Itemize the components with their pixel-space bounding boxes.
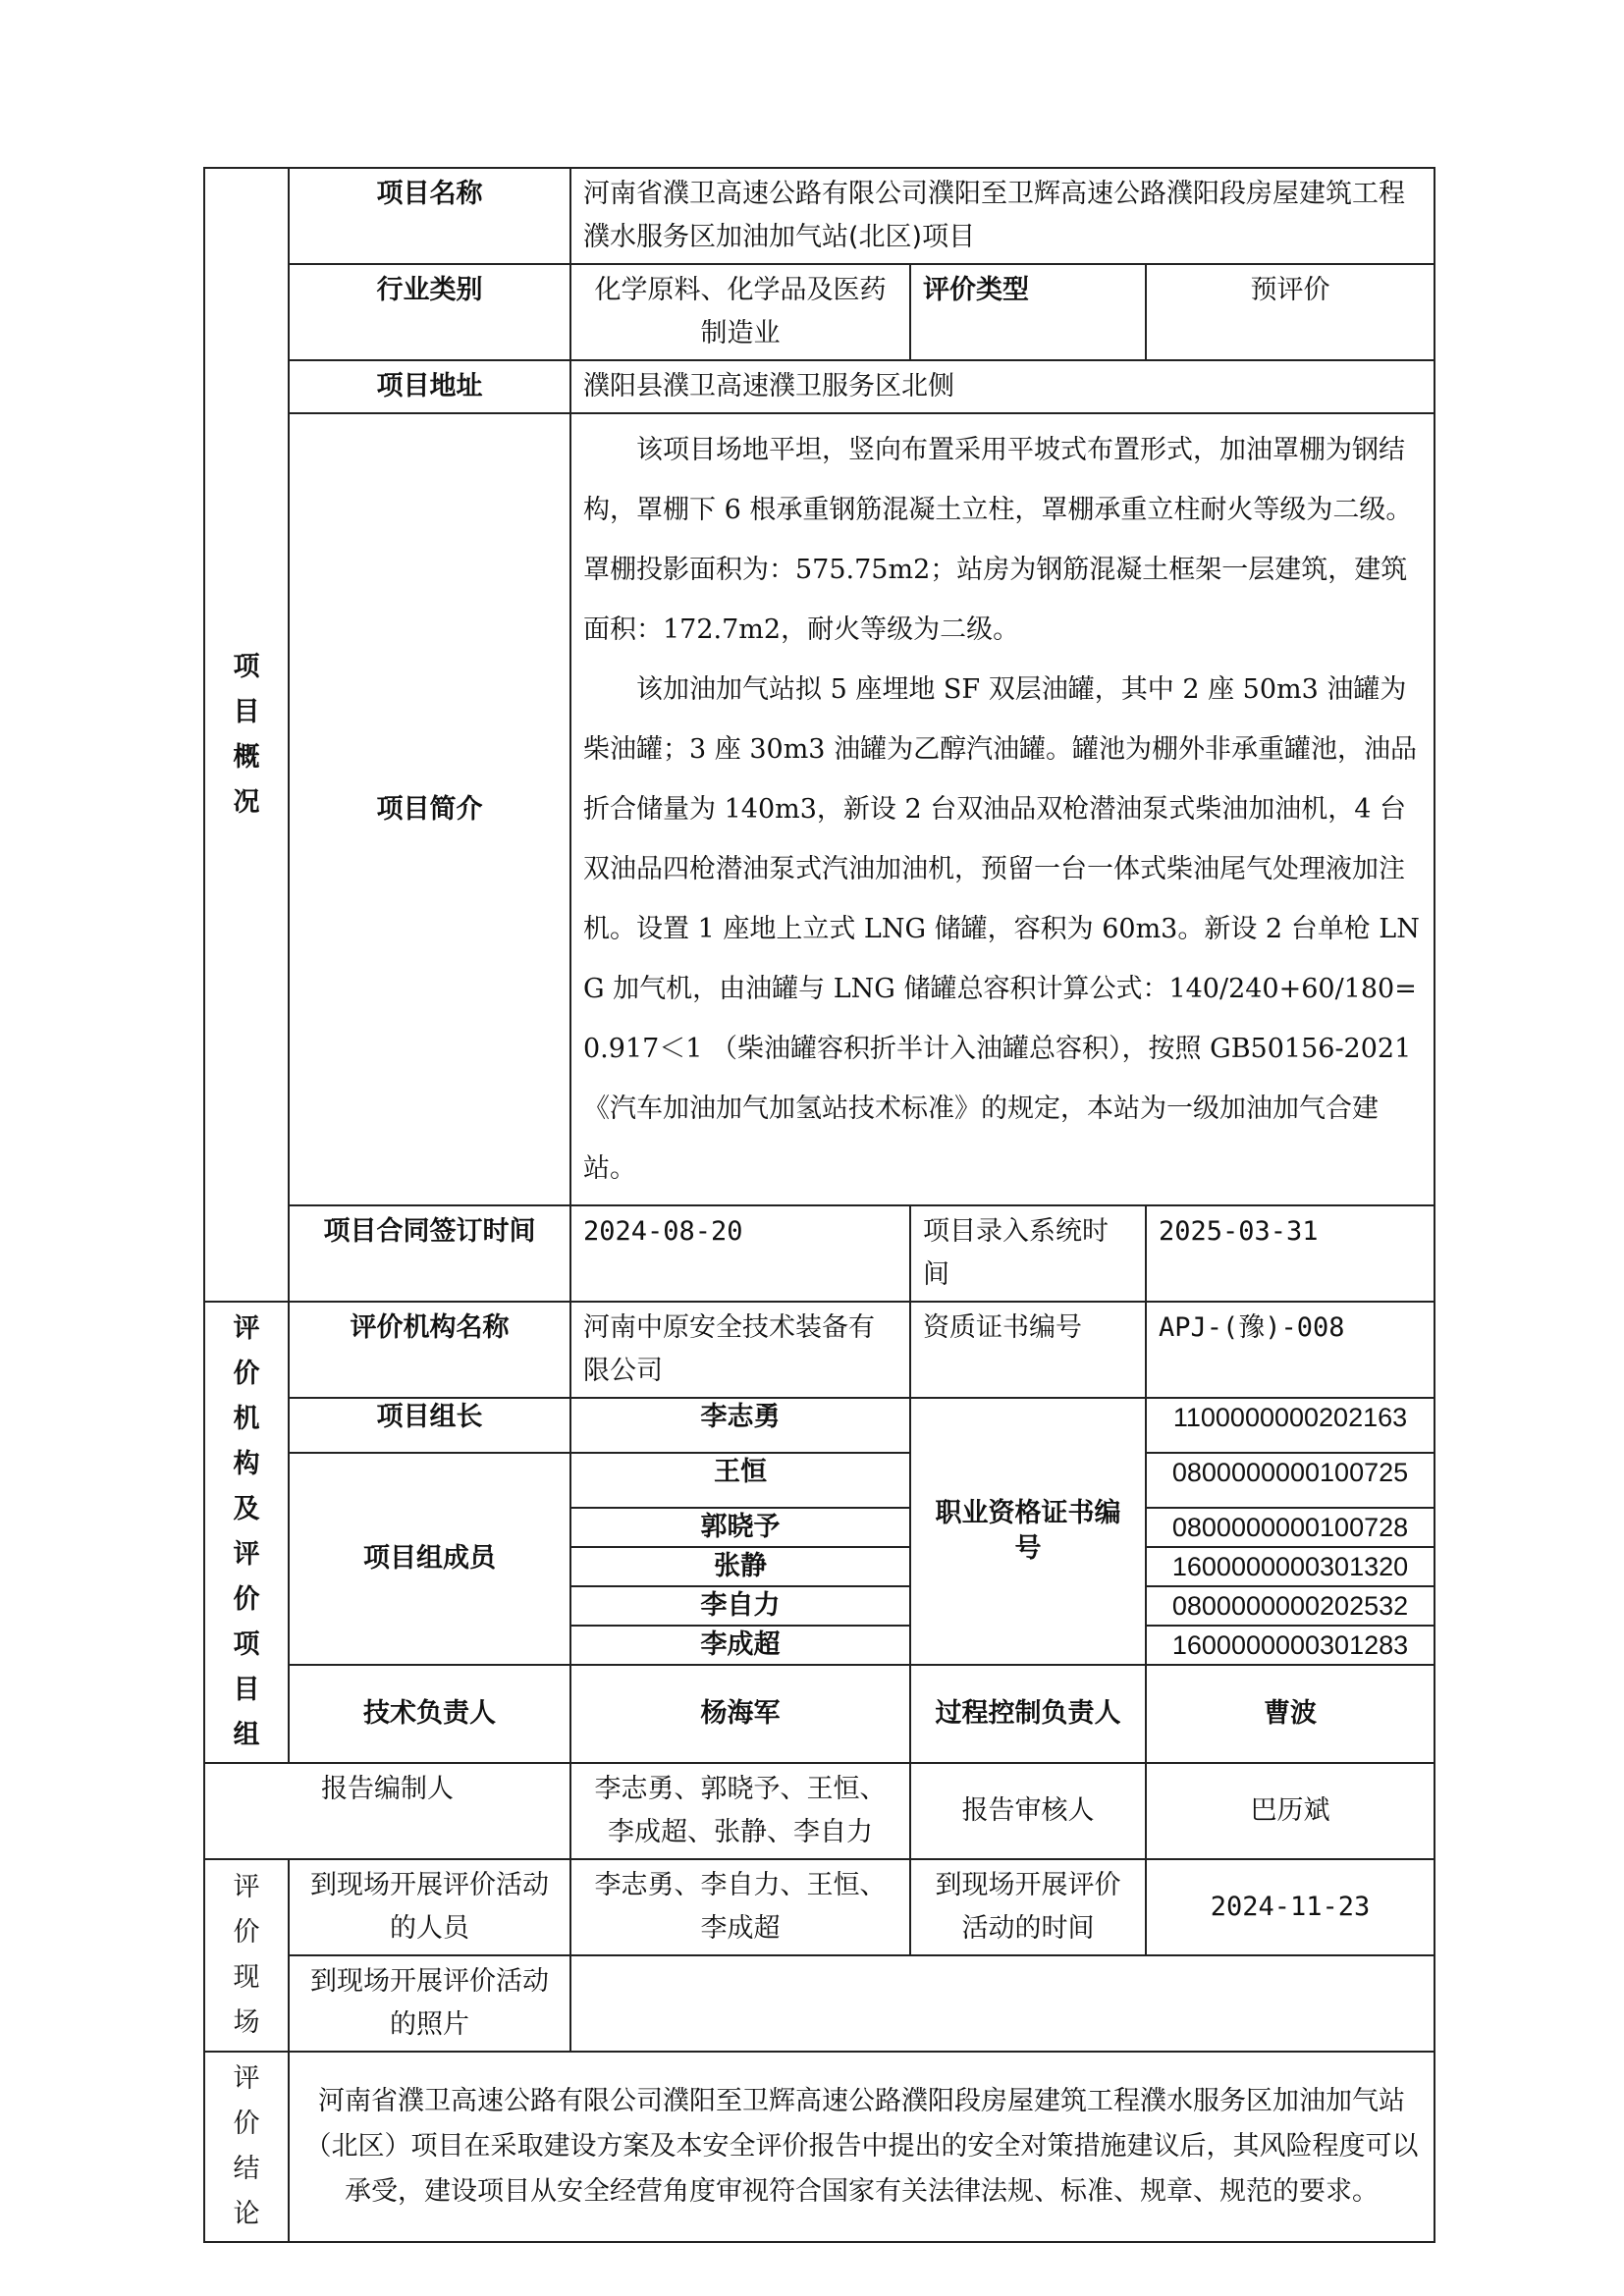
member-cert: 1600000000301283 <box>1146 1626 1435 1665</box>
reviewer-label: 报告审核人 <box>910 1763 1146 1859</box>
leader-cert: 1100000000202163 <box>1146 1398 1435 1453</box>
row-report <box>204 1763 1435 1859</box>
member-name: 郭晓予 <box>570 1508 910 1547</box>
contract-date-label: 项目合同签订时间 <box>289 1205 570 1302</box>
member-name: 李成超 <box>570 1626 910 1665</box>
contract-date-value: 2024-08-20 <box>570 1205 910 1302</box>
row-industry <box>204 264 1435 360</box>
process-value: 曹波 <box>1146 1665 1435 1763</box>
site-people-value: 李志勇、李自力、王恒、李成超 <box>570 1859 910 1955</box>
project-name-label: 项目名称 <box>289 168 570 264</box>
row-leader <box>204 1398 1435 1453</box>
org-label: 评价机构名称 <box>289 1302 570 1398</box>
intro-value <box>570 413 1435 1205</box>
row-responsible <box>204 1665 1435 1763</box>
compiler-label: 报告编制人 <box>204 1763 570 1859</box>
row-site-people <box>204 1859 1435 1955</box>
member-row <box>204 1453 1435 1508</box>
leader-name: 李志勇 <box>570 1398 910 1453</box>
address-value: 濮阳县濮卫高速濮卫服务区北侧 <box>570 360 1435 413</box>
intro-label: 项目简介 <box>289 413 570 1205</box>
section-eval-site: 评 价 现 场 <box>204 1859 289 2052</box>
member-name: 王恒 <box>570 1453 910 1508</box>
row-conclusion <box>204 2052 1435 2242</box>
member-cert: 1600000000301320 <box>1146 1547 1435 1586</box>
section-project-overview: 项 目 概 况 <box>204 168 289 1302</box>
site-photos-value <box>570 1955 1435 2052</box>
address-label: 项目地址 <box>289 360 570 413</box>
row-intro <box>204 413 1435 1205</box>
intro-paragraph-2: 该加油加气站拟 5 座埋地 SF 双层油罐，其中 2 座 50m3 油罐为柴油罐；3 座 30m3 油罐为乙醇汽油罐。罐池为棚外非承重罐池，油品折合储量为 140m3，新设 2 台双油品双枪潜油泵式柴油加油机，4 台双油品四枪潜油泵式汽油加油机，预留一台一体式柴油尾气处理液加注机。设置 1 座地上立式 LNG 储罐，容积为 60m3。新设 2 台单枪 LNG 加气机，由油罐与 LNG 储罐总容积计算公式：140/240+60/180=0.917＜1 （柴油罐容积折半计入油罐总容积），按照 GB50156-2021《汽车加油加气加氢站技术标准》的规定，本站为一级加油加气合建站。 <box>583 674 1420 1184</box>
industry-value: 化学原料、化学品及医药制造业 <box>570 264 910 360</box>
section-eval-team: 评 价 机 构 及 评 价 项 目 组 <box>204 1302 289 1763</box>
leader-label: 项目组长 <box>289 1398 570 1453</box>
cert-no-label: 资质证书编号 <box>910 1302 1146 1398</box>
site-time-label: 到现场开展评价活动的时间 <box>910 1859 1146 1955</box>
member-name: 张静 <box>570 1547 910 1586</box>
member-name: 李自力 <box>570 1586 910 1626</box>
industry-label: 行业类别 <box>289 264 570 360</box>
eval-type-value: 预评价 <box>1146 264 1435 360</box>
cert-no-value: APJ-(豫)-008 <box>1146 1302 1435 1398</box>
reviewer-value: 巴历斌 <box>1146 1763 1435 1859</box>
site-photos-label: 到现场开展评价活动的照片 <box>289 1955 570 2052</box>
row-site-photos <box>204 1955 1435 2052</box>
member-cert: 0800000000100728 <box>1146 1508 1435 1547</box>
eval-type-label: 评价类型 <box>910 264 1146 360</box>
row-dates <box>204 1205 1435 1302</box>
entry-date-label: 项目录入系统时间 <box>910 1205 1146 1302</box>
evaluation-info-table <box>203 167 1435 2243</box>
project-name-value: 河南省濮卫高速公路有限公司濮阳至卫辉高速公路濮阳段房屋建筑工程濮水服务区加油加气站(北区)项目 <box>570 168 1435 264</box>
row-address <box>204 360 1435 413</box>
org-value: 河南中原安全技术装备有限公司 <box>570 1302 910 1398</box>
tech-value: 杨海军 <box>570 1665 910 1763</box>
site-people-label: 到现场开展评价活动的人员 <box>289 1859 570 1955</box>
process-label: 过程控制负责人 <box>910 1665 1146 1763</box>
intro-paragraph-1: 该项目场地平坦，竖向布置采用平坡式布置形式，加油罩棚为钢结构，罩棚下 6 根承重钢筋混凝土立柱，罩棚承重立柱耐火等级为二级。罩棚投影面积为：575.75m2；站房为钢筋混凝土框架一层建筑，建筑面积：172.7m2，耐火等级为二级。 <box>583 435 1413 645</box>
section-conclusion: 评 价 结 论 <box>204 2052 289 2242</box>
conclusion-text: 河南省濮卫高速公路有限公司濮阳至卫辉高速公路濮阳段房屋建筑工程濮水服务区加油加气站（北区）项目在采取建设方案及本安全评价报告中提出的安全对策措施建议后，其风险程度可以承受，建设项目从安全经营角度审视符合国家有关法律法规、标准、规章、规范的要求。 <box>289 2052 1435 2242</box>
entry-date-value: 2025-03-31 <box>1146 1205 1435 1302</box>
member-cert: 0800000000100725 <box>1146 1453 1435 1508</box>
qualification-label: 职业资格证书编号 <box>910 1398 1146 1665</box>
member-cert: 0800000000202532 <box>1146 1586 1435 1626</box>
tech-label: 技术负责人 <box>289 1665 570 1763</box>
row-project-name <box>204 168 1435 264</box>
members-label: 项目组成员 <box>289 1453 570 1665</box>
row-org <box>204 1302 1435 1398</box>
compiler-value: 李志勇、郭晓予、王恒、李成超、张静、李自力 <box>570 1763 910 1859</box>
site-time-value: 2024-11-23 <box>1146 1859 1435 1955</box>
